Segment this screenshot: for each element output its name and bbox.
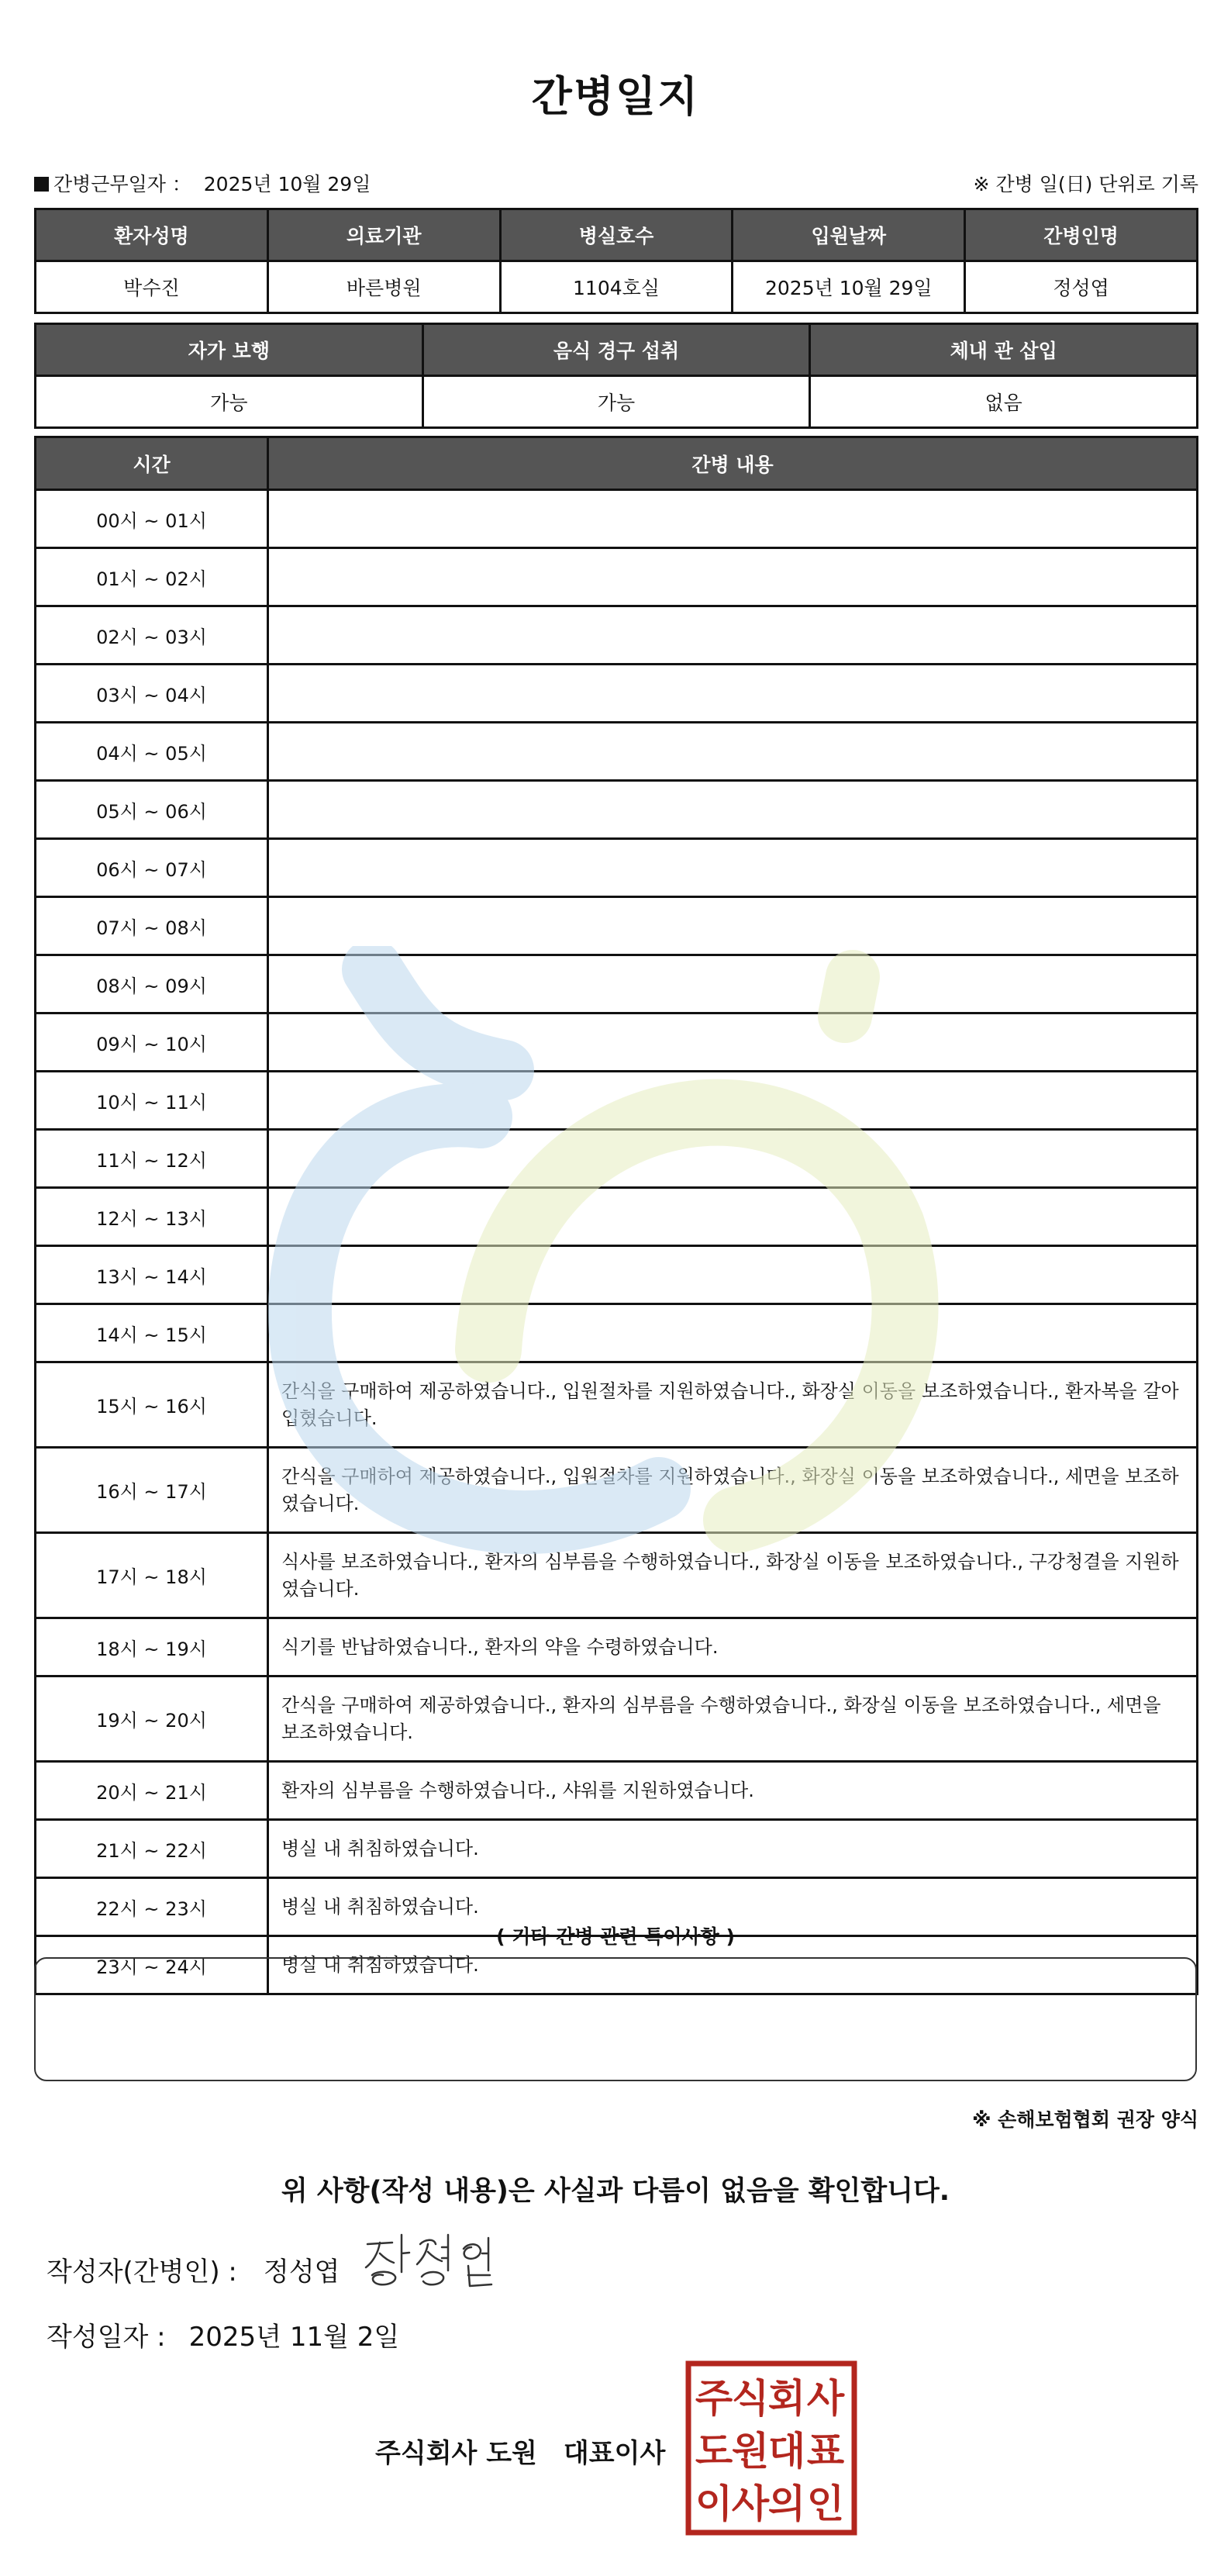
writer-name: 정성엽	[263, 2257, 340, 2288]
svg-text:대: 대	[767, 2429, 806, 2474]
company-name: 주식회사 도원	[375, 2438, 537, 2469]
header-time: 시간	[36, 437, 268, 490]
log-time: 14시 ~ 15시	[36, 1304, 268, 1362]
header-room: 병실호수	[500, 209, 733, 261]
log-time: 05시 ~ 06시	[36, 781, 268, 839]
writer-label: 작성자(간병인) :	[47, 2257, 237, 2288]
svg-text:원: 원	[731, 2429, 770, 2474]
special-notes-box[interactable]	[34, 1957, 1197, 2081]
work-date-label: 간병근무일자 ：	[53, 173, 191, 195]
log-time: 15시 ~ 16시	[36, 1362, 268, 1448]
log-time: 19시 ~ 20시	[36, 1676, 268, 1762]
log-time: 22시 ~ 23시	[36, 1878, 268, 1936]
hospital: 바른병원	[267, 261, 500, 313]
form-note: ※ 손해보험협회 권장 양식	[972, 2108, 1198, 2131]
svg-text:사: 사	[731, 2481, 770, 2526]
page-title: 간병일지	[531, 72, 700, 121]
svg-text:이: 이	[695, 2481, 733, 2526]
log-content: 간식을 구매하여 제공하였습니다., 입원절차를 지원하였습니다., 화장실 이동을 보조하였습니다., 세면을 보조하였습니다.	[268, 1448, 1198, 1533]
log-time: 08시 ~ 09시	[36, 955, 268, 1013]
log-time: 13시 ~ 14시	[36, 1246, 268, 1304]
special-notes-label: ( 기타 간병 관련 특이사항 )	[496, 1925, 735, 1948]
log-time: 09시 ~ 10시	[36, 1013, 268, 1072]
log-content	[268, 723, 1198, 781]
log-content	[268, 1013, 1198, 1072]
svg-text:사: 사	[806, 2376, 845, 2421]
log-time: 20시 ~ 21시	[36, 1762, 268, 1820]
care-log-table	[34, 436, 1198, 1995]
writer-line	[47, 2250, 340, 2288]
log-time: 11시 ~ 12시	[36, 1130, 268, 1188]
log-time: 17시 ~ 18시	[36, 1533, 268, 1618]
log-content: 식기를 반납하였습니다., 환자의 약을 수령하였습니다.	[268, 1618, 1198, 1676]
patient-condition-table	[34, 323, 1198, 429]
log-content	[268, 606, 1198, 665]
header-care-content: 간병 내용	[268, 437, 1198, 490]
log-time: 16시 ~ 17시	[36, 1448, 268, 1533]
log-content	[268, 955, 1198, 1013]
log-time: 10시 ~ 11시	[36, 1072, 268, 1130]
unit-note: ※ 간병 일(日) 단위로 기록	[973, 173, 1198, 195]
square-bullet-icon	[34, 177, 49, 192]
write-date-label: 작성일자 :	[47, 2322, 166, 2353]
company-line	[375, 2432, 665, 2470]
company-seal-stamp	[685, 2360, 857, 2536]
svg-text:회: 회	[767, 2376, 806, 2421]
header-admission-date: 입원날짜	[733, 209, 965, 261]
log-time: 07시 ~ 08시	[36, 897, 268, 955]
log-content: 식사를 보조하였습니다., 환자의 심부름을 수행하였습니다., 화장실 이동을 보조하였습니다., 구강청결을 지원하였습니다.	[268, 1533, 1198, 1618]
log-time: 00시 ~ 01시	[36, 490, 268, 548]
log-content	[268, 839, 1198, 897]
room-number: 1104호실	[500, 261, 733, 313]
svg-text:주: 주	[695, 2376, 733, 2421]
log-time: 04시 ~ 05시	[36, 723, 268, 781]
svg-text:표: 표	[806, 2429, 845, 2474]
write-date-line	[47, 2315, 399, 2353]
log-time: 03시 ~ 04시	[36, 665, 268, 723]
log-content: 간식을 구매하여 제공하였습니다., 입원절차를 지원하였습니다., 화장실 이동을 보조하였습니다., 환자복을 갈아입혔습니다.	[268, 1362, 1198, 1448]
log-content	[268, 1246, 1198, 1304]
log-content	[268, 781, 1198, 839]
admission-date: 2025년 10월 29일	[733, 261, 965, 313]
header-patient-name: 환자성명	[36, 209, 268, 261]
company-rep-title: 대표이사	[563, 2438, 666, 2469]
log-time: 02시 ~ 03시	[36, 606, 268, 665]
log-content	[268, 548, 1198, 606]
log-content	[268, 1188, 1198, 1246]
oral-intake-value: 가능	[422, 376, 810, 428]
confirmation-statement: 위 사항(작성 내용)은 사실과 다름이 없음을 확인합니다.	[281, 2176, 950, 2207]
header-walking: 자가 보행	[36, 324, 423, 376]
log-content: 간식을 구매하여 제공하였습니다., 환자의 심부름을 수행하였습니다., 화장실 이동을 보조하였습니다., 세면을 보조하였습니다.	[268, 1676, 1198, 1762]
log-content: 병실 내 취침하였습니다.	[268, 1936, 1198, 1994]
patient-info-table	[34, 208, 1198, 314]
log-content: 병실 내 취침하였습니다.	[268, 1820, 1198, 1878]
log-time: 21시 ~ 22시	[36, 1820, 268, 1878]
log-content	[268, 1130, 1198, 1188]
log-time: 23시 ~ 24시	[36, 1936, 268, 1994]
log-time: 01시 ~ 02시	[36, 548, 268, 606]
svg-text:식: 식	[731, 2376, 770, 2421]
log-content	[268, 1072, 1198, 1130]
log-content	[268, 665, 1198, 723]
svg-text:인: 인	[806, 2481, 845, 2526]
handwritten-signature	[361, 2227, 501, 2297]
svg-text:의: 의	[767, 2481, 806, 2526]
header-tube: 체내 관 삽입	[810, 324, 1198, 376]
log-content	[268, 490, 1198, 548]
walking-value: 가능	[36, 376, 423, 428]
log-content	[268, 897, 1198, 955]
log-time: 06시 ~ 07시	[36, 839, 268, 897]
svg-text:도: 도	[695, 2429, 733, 2474]
header-oral-intake: 음식 경구 섭취	[422, 324, 810, 376]
tube-value: 없음	[810, 376, 1198, 428]
work-date	[34, 169, 371, 197]
header-hospital: 의료기관	[267, 209, 500, 261]
patient-name: 박수진	[36, 261, 268, 313]
log-time: 18시 ~ 19시	[36, 1618, 268, 1676]
log-content: 병실 내 취침하였습니다.	[268, 1878, 1198, 1936]
work-date-value: 2025년 10월 29일	[203, 173, 371, 195]
log-content: 환자의 심부름을 수행하였습니다., 샤워를 지원하였습니다.	[268, 1762, 1198, 1820]
caregiver-name: 정성엽	[965, 261, 1198, 313]
log-time: 12시 ~ 13시	[36, 1188, 268, 1246]
log-content	[268, 1304, 1198, 1362]
write-date-value: 2025년 11월 2일	[188, 2322, 400, 2353]
header-caregiver: 간병인명	[965, 209, 1198, 261]
